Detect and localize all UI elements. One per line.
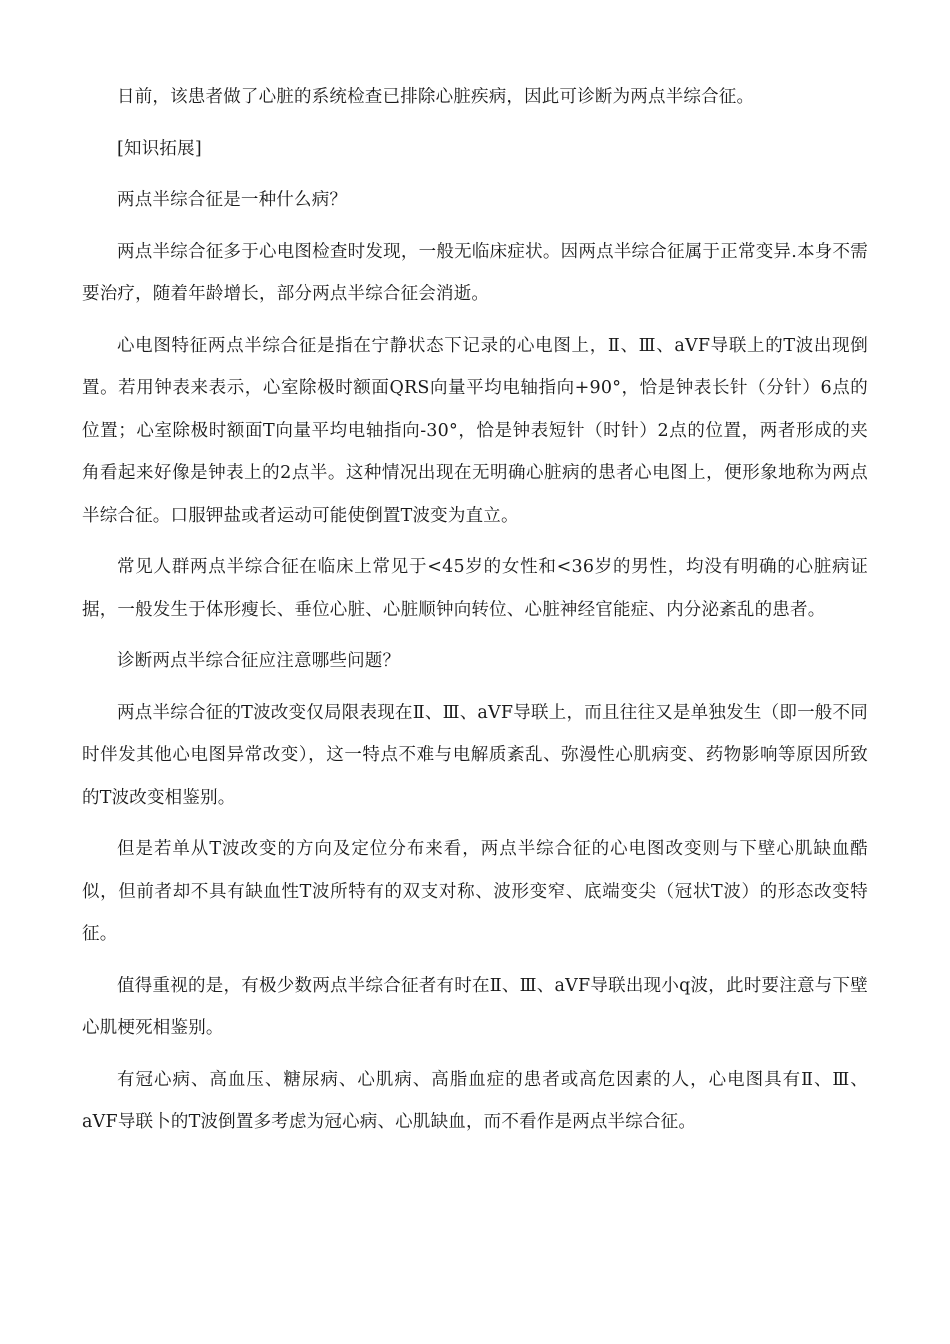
- paragraph-t-wave-differentiation: 两点半综合征的T波改变仅局限表现在Ⅱ、Ⅲ、aVF导联上，而且往往又是单独发生（即一般不同时伴发其他心电图异常改变），这一特点不难与电解质紊乱、弥漫性心肌病变、药物影响等原因所致的T波改变相鉴别。: [82, 702, 868, 808]
- paragraph-diagnosis-conclusion: 日前，该患者做了心脏的系统检查已排除心脏疾病，因此可诊断为两点半综合征。: [117, 87, 755, 107]
- paragraph-ecg-features: 心电图特征两点半综合征是指在宁静状态下记录的心电图上，Ⅱ、Ⅲ、aVF导联上的T波出现倒置。若用钟表来表示，心室除极时额面QRS向量平均电轴指向+90°，恰是钟表长针（分针）6点的位置；心室除极时额面T向量平均电轴指向-30°，恰是钟表短针（时针）2点的位置，两者形成的夹角看起来好像是钟表上的2点半。这种情况出现在无明确心脏病的患者心电图上，便形象地称为两点半综合征。口服钾盐或者运动可能使倒置T波变为直立。: [82, 335, 868, 526]
- question-heading-what-is: 两点半综合征是一种什么病？: [117, 190, 348, 210]
- paragraph-q-wave-note: 值得重视的是，有极少数两点半综合征者有时在Ⅱ、Ⅲ、aVF导联出现小q波，此时要注意与下壁心肌梗死相鉴别。: [82, 975, 868, 1038]
- section-heading-knowledge-extension: [知识拓展]: [117, 138, 202, 159]
- question-heading-diagnosis-notes: 诊断两点半综合征应注意哪些问题？: [117, 651, 401, 671]
- paragraph-common-population: 常见人群两点半综合征在临床上常见于<45岁的女性和<36岁的男性，均没有明确的心脏病证据，一般发生于体形瘦长、垂位心脏、心脏顺钟向转位、心脏神经官能症、内分泌紊乱的患者。: [82, 557, 868, 620]
- document-page: [82, 76, 868, 1144]
- paragraph-ischemia-comparison: 但是若单从T波改变的方向及定位分布来看，两点半综合征的心电图改变则与下壁心肌缺血酷似，但前者却不具有缺血性T波所特有的双支对称、波形变窄、底端变尖（冠状T波）的形态改变特征。: [82, 839, 868, 944]
- paragraph-overview: 两点半综合征多于心电图检查时发现，一般无临床症状。因两点半综合征属于正常变异.本身不需要治疗，随着年龄增长，部分两点半综合征会消逝。: [82, 241, 868, 304]
- paragraph-high-risk-note: 有冠心病、高血压、糖尿病、心肌病、高脂血症的患者或高危因素的人，心电图具有Ⅱ、Ⅲ、aVF导联卜的T波倒置多考虑为冠心病、心肌缺血，而不看作是两点半综合征。: [82, 1069, 868, 1132]
